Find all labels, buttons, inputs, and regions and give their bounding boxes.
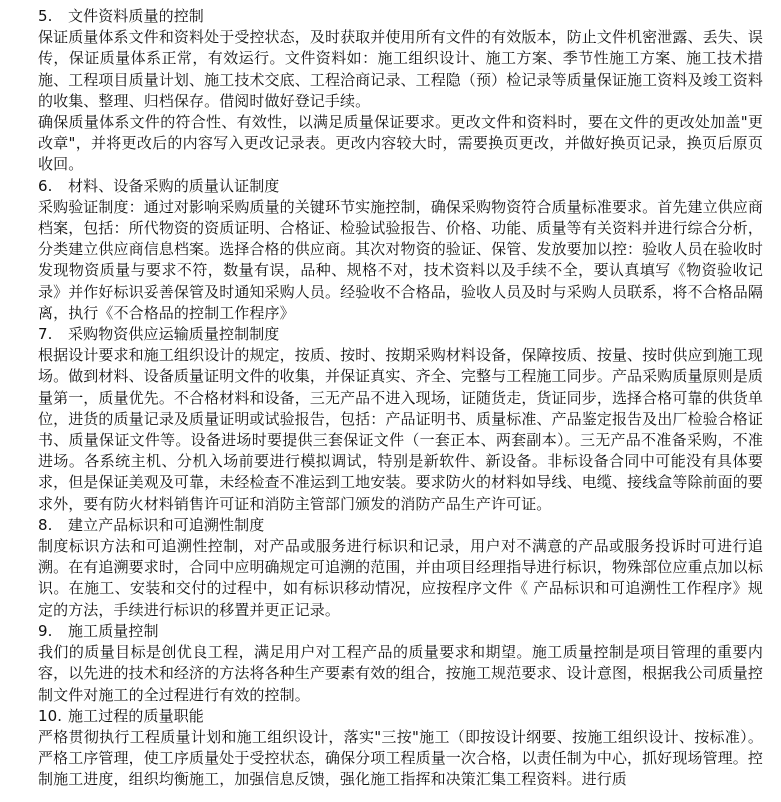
- section-8: [38, 515, 763, 621]
- section-number: 6.: [38, 176, 53, 195]
- section-heading: [38, 515, 763, 536]
- section-number: 10.: [38, 706, 63, 725]
- paragraph: 我们的质量目标是创优良工程，满足用户对工程产品的质量要求和期望。施工质量控制是项目管理的重要内容，以先进的技术和经济的方法将各种生产要素有效的组合，按施工规范要求、设计意图，根据我公司质量控制文件对施工的全过程进行有效的控制。: [38, 643, 763, 704]
- section-5: [38, 6, 763, 176]
- section-heading: [38, 621, 763, 642]
- section-heading: [38, 324, 763, 345]
- section-title: 施工质量控制: [68, 621, 159, 640]
- section-title: 文件资料质量的控制: [68, 7, 204, 25]
- paragraph: 严格贯彻执行工程质量计划和施工组织设计，落实"三按"施工（即按设计纲要、按施工组织设计、按标准）。严格工序管理，使工序质量处于受控状态，确保分项工程质量一次合格，以责任制为中心，抓好现场管理。控制施工进度，组织均衡施工，加强信息反馈，强化施工指挥和决策汇集工程资料。进行质: [38, 727, 763, 789]
- section-title: 建立产品标识和可追溯性制度: [68, 515, 265, 534]
- section-number: 5.: [38, 7, 53, 25]
- section-6: [38, 176, 763, 324]
- section-7: [38, 324, 763, 515]
- paragraph: 采购验证制度：通过对影响采购质量的关键环节实施控制，确保采购物资符合质量标准要求。首先建立供应商档案，包括：所代物资的资质证明、合格证、检验试验报告、价格、功能、质量等有关资料并进行综合分析，分类建立供应商信息档案。选择合格的供应商。其次对物资的验证、保管、发放要加以控：验收人员在验收时发现物资质量与要求不符，数量有误，品种、规格不对，技术资料以及手续不全，要认真填写《物资验收记录》并作好标识妥善保管及时通知采购人员。经验收不合格品，验收人员及时与采购人员联系，将不合格品隔离，执行《不合格品的控制工作程序》: [38, 197, 763, 322]
- section-title: 采购物资供应运输质量控制制度: [68, 325, 280, 344]
- section-title: 材料、设备采购的质量认证制度: [68, 176, 280, 195]
- section-heading: [38, 176, 763, 197]
- section-number: 8.: [38, 515, 53, 534]
- section-heading: [38, 706, 763, 727]
- section-9: [38, 621, 763, 706]
- section-title: 施工过程的质量职能: [68, 706, 204, 725]
- paragraph: 确保质量体系文件的符合性、有效性，以满足质量保证要求。更改文件和资料时，要在文件的更改处加盖"更改章"，并将更改后的内容写入更改记录表。更改内容较大时，需要换页更改，并做好换页记录，换页后原页收回。: [38, 113, 763, 174]
- paragraph: 保证质量体系文件和资料处于受控状态，及时获取并使用所有文件的有效版本，防止文件机密泄露、丢失、误传，保证质量体系正常，有效运行。文件资料如：施工组织设计、施工方案、季节性施工方案、施工技术措施、工程项目质量计划、施工技术交底、工程洽商记录、工程隐（预）检记录等质量保证施工资料及竣工资料的收集、整理、归档保存。借阅时做好登记手续。: [38, 28, 763, 110]
- section-heading: [38, 6, 763, 27]
- section-10: [38, 706, 763, 791]
- section-number: 9.: [38, 621, 53, 640]
- paragraph: 制度标识方法和可追溯性控制，对产品或服务进行标识和记录，用户对不满意的产品或服务投诉时可进行追溯。在有追溯要求时，合同中应明确规定可追溯的范围，并由项目经理指导进行标识，物殊部位应重点加以标识。在施工、安装和交付的过程中，如有标识移动情况，应按程序文件《 产品标识和可追溯性工作程序》规定的方法，手续进行标识的移置并更正记录。: [38, 537, 763, 619]
- section-number: 7.: [38, 325, 53, 344]
- paragraph: 根据设计要求和施工组织设计的规定，按质、按时、按期采购材料设备，保障按质、按量、按时供应到施工现场。做到材料、设备质量证明文件的收集，并保证真实、齐全、完整与工程施工同步。产品采购质量原则是质量第一，质量优先。不合格材料和设备，三无产品不进入现场，证随货走，货证同步，选择合格可靠的供货单位，进货的质量记录及质量证明或试验报告，包括：产品证明书、质量标准、产品鉴定报告及出厂检验合格证书、质量保证文件等。设备进场时要提供三套保证文件（一套正本、两套副本）。三无产品不准备采购，不准进场。各系统主机、分机入场前要进行模拟调试，特别是新软件、新设备。非标设备合同中可能没有具体要求，但是保证美观及可靠，未经检查不准运到工地安装。要求防火的材料如导线、电缆、接线盒等除前面的要求外，要有防火材料销售许可证和消防主管部门颁发的消防产品生产许可证。: [38, 346, 763, 513]
